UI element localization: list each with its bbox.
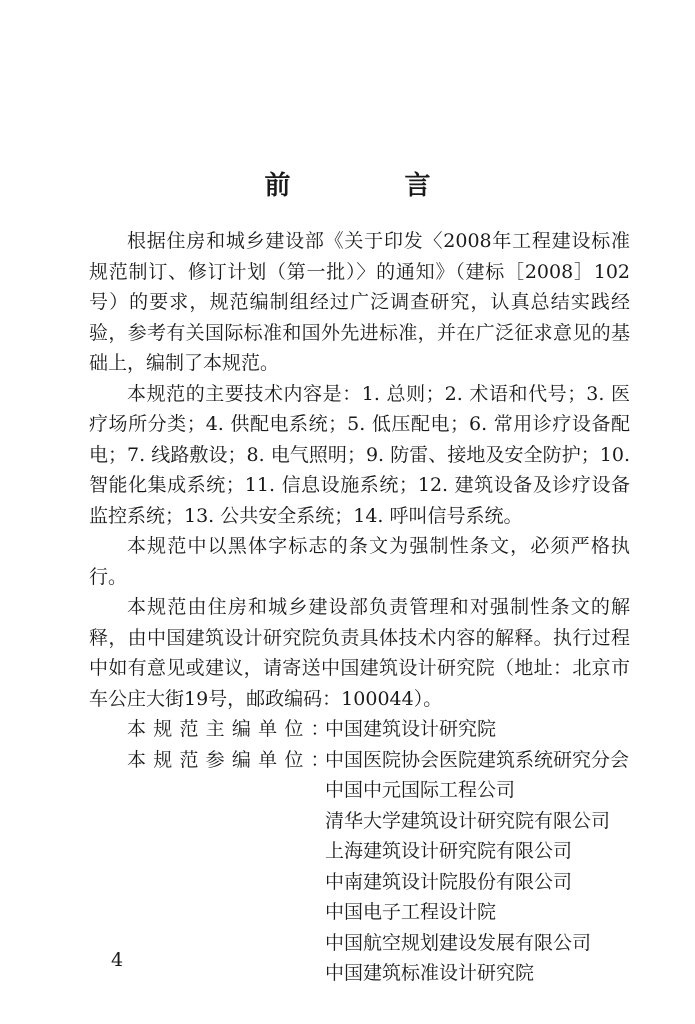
- participating-units-label: 本规范参编单位：: [127, 748, 337, 771]
- paragraph-mandatory-provisions: 本规范中以黑体字标志的条文为强制性条文，必须严格执行。: [89, 535, 630, 588]
- paragraph-main-contents: 本规范的主要技术内容是：1. 总则；2. 术语和代号；3. 医疗场所分类；4. 供配电系统；5. 低压配电；6. 常用诊疗设备配电；7. 线路敷设；8. 电气照明；9. 防雷、接地及安全防护；10. 智能化集成系统；11. 信息设施系统；12. 建筑设备及诊疗设备监控系统；13. 公共安全系统；14. 呼叫信号系统。: [89, 382, 630, 527]
- paragraph-management-contact: 本规范由住房和城乡建设部负责管理和对强制性条文的解释，由中国建筑设计研究院负责具体技术内容的解释。执行过程中如有意见或建议，请寄送中国建筑设计研究院（地址：北京市车公庄大街19号，邮政编码：100044）。: [89, 596, 630, 710]
- participating-unit: 中国建筑标准设计研究院: [325, 962, 535, 984]
- chief-editor-label: 本规范主编单位：: [127, 718, 337, 740]
- preface-body: [89, 226, 630, 989]
- page-number: 4: [111, 949, 124, 971]
- participating-unit: 中国电子工程设计院: [325, 901, 497, 923]
- participating-unit: 中国医院协会医院建筑系统研究分会: [325, 748, 630, 771]
- participating-unit: 清华大学建筑设计研究院有限公司: [325, 809, 611, 832]
- chief-editor-name: 中国建筑设计研究院: [325, 718, 497, 740]
- participating-unit: 中南建筑设计院股份有限公司: [325, 870, 573, 893]
- participating-units-list: [325, 745, 630, 989]
- participating-unit: 中国航空规划建设发展有限公司: [325, 931, 592, 954]
- participating-units: [89, 745, 630, 989]
- participating-unit: 上海建筑设计研究院有限公司: [325, 840, 573, 862]
- paragraph-compilation-basis: 根据住房和城乡建设部《关于印发〈2008年工程建设标准规范制订、修订计划（第一批）〉的通知》（建标［2008］102号）的要求，规范编制组经过广泛调查研究，认真总结实践经验，参考有关国际标准和国外先进标准，并在广泛征求意见的基础上，编制了本规范。: [89, 230, 630, 374]
- chief-editor-unit: [89, 714, 630, 745]
- participating-unit: 中国中元国际工程公司: [325, 779, 516, 801]
- page-title: 前 言: [264, 171, 475, 201]
